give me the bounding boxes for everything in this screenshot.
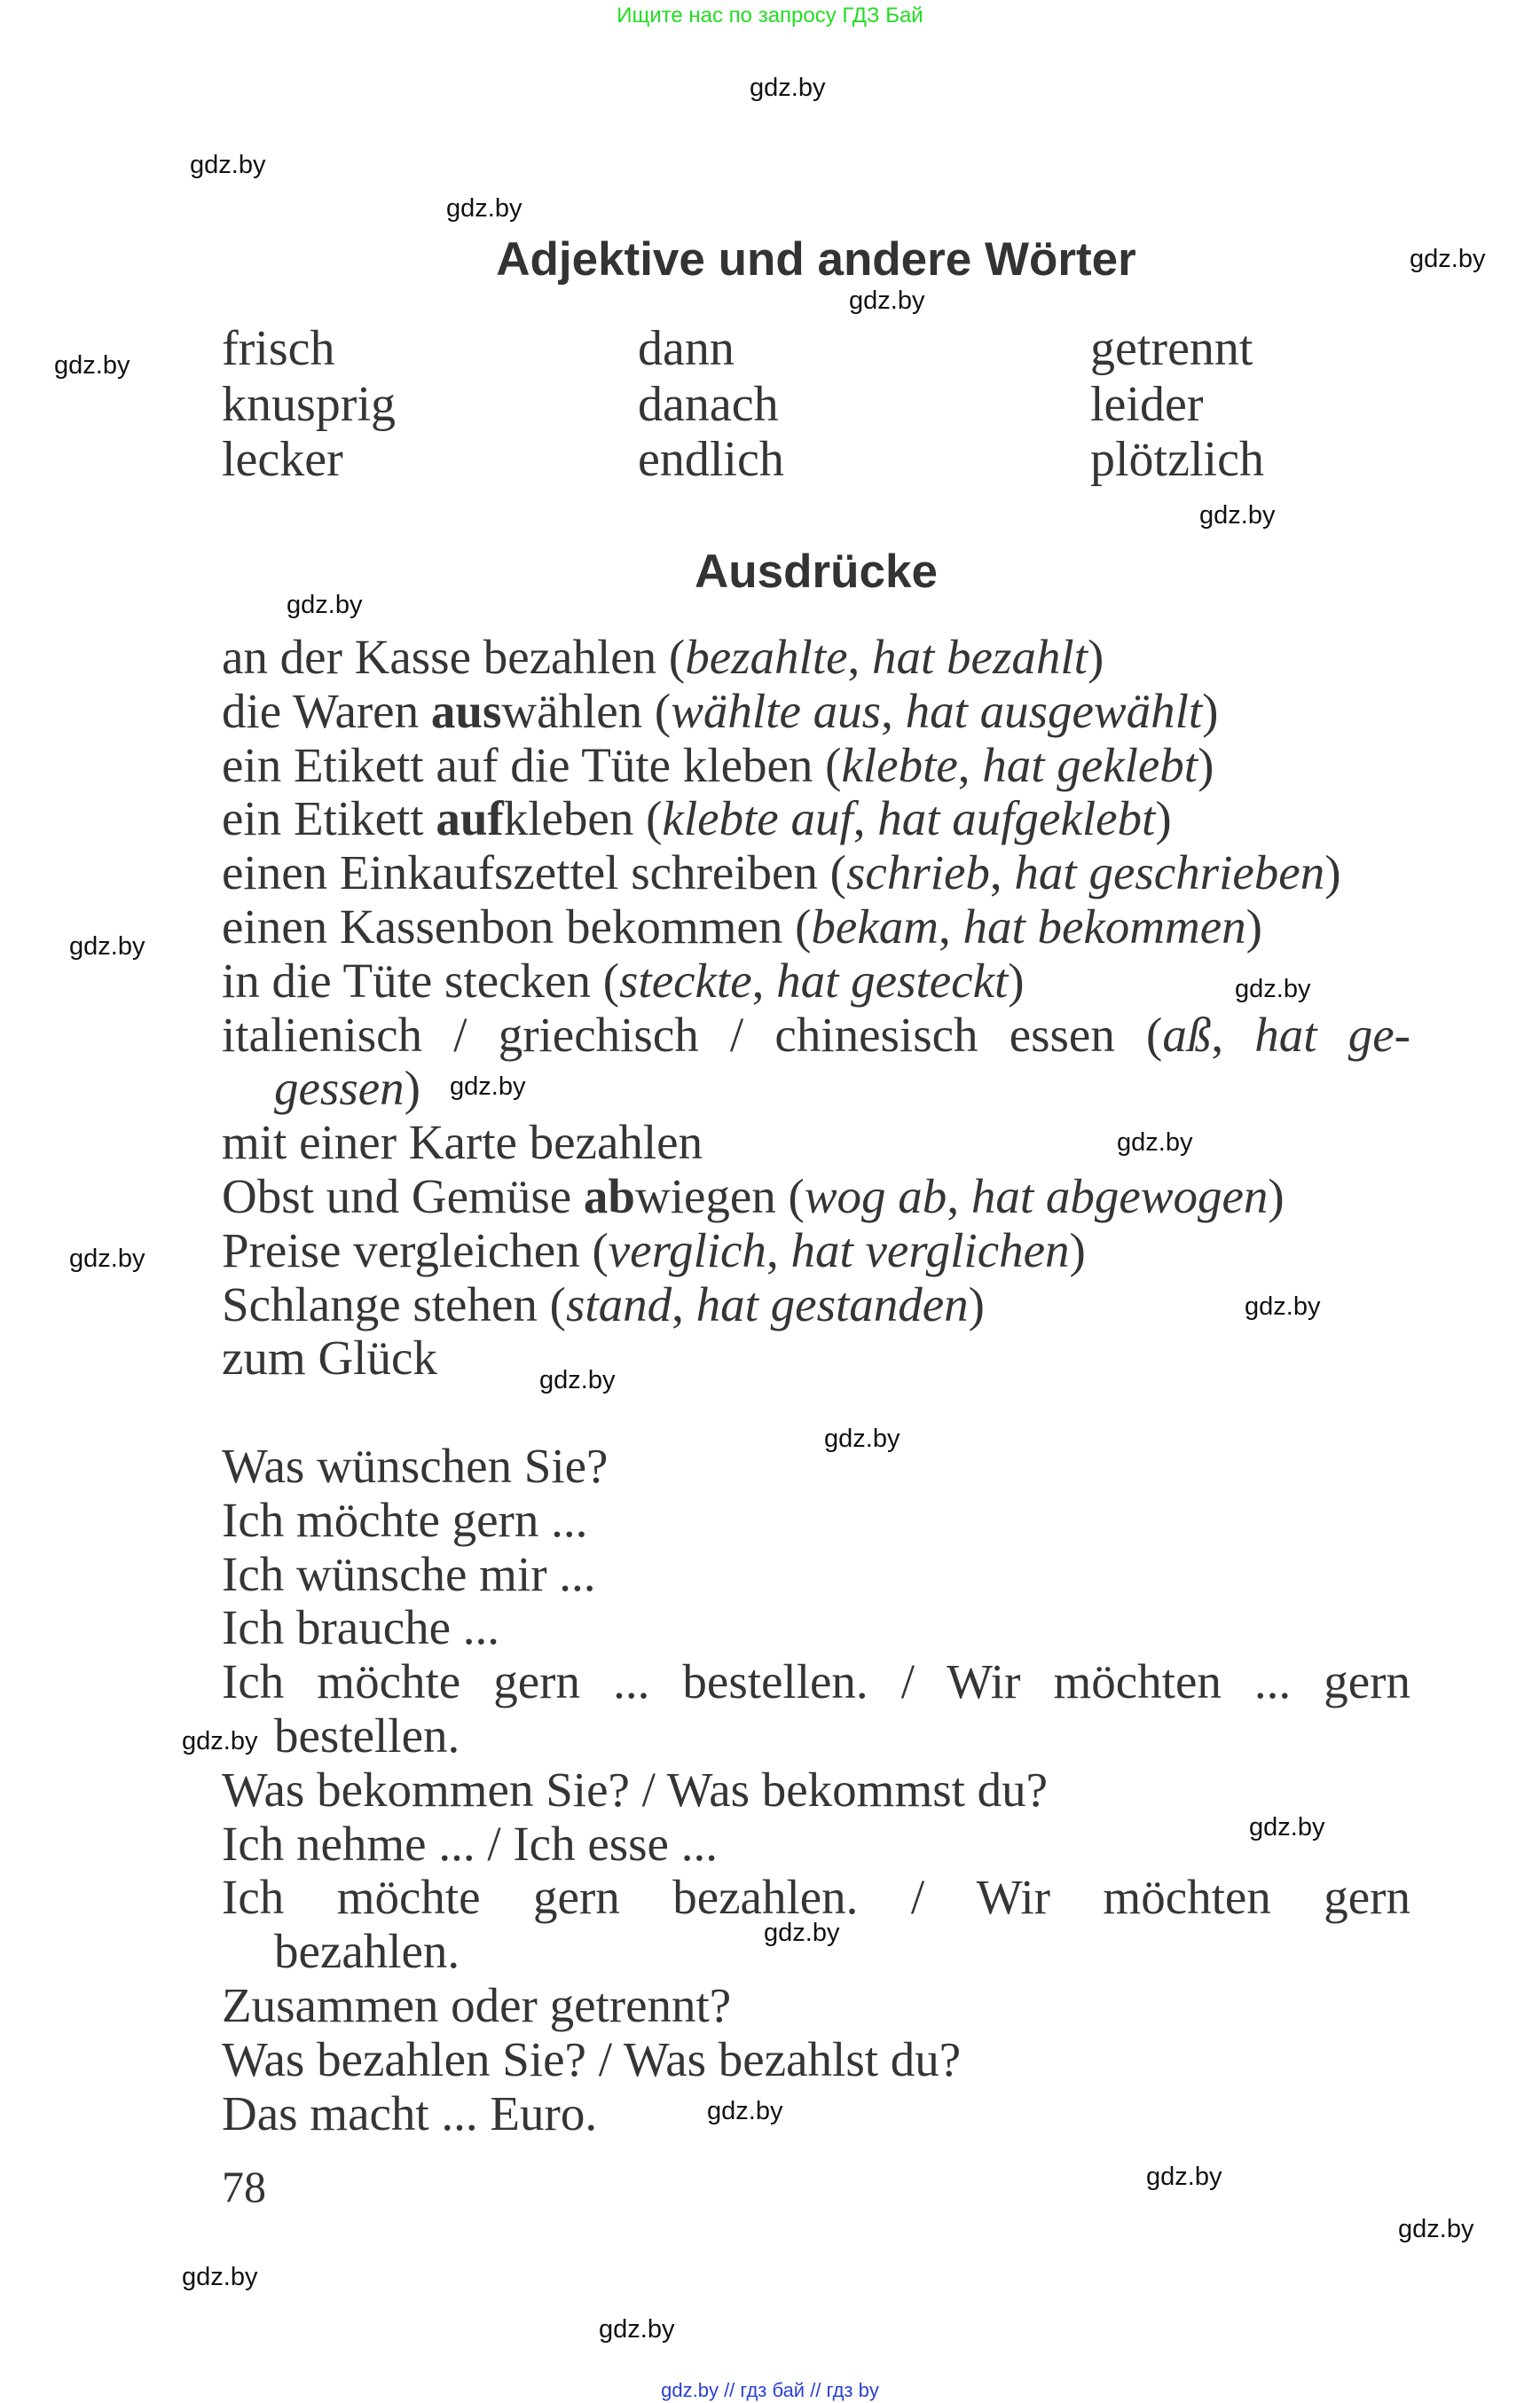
expression-line — [222, 900, 1410, 954]
word-item: lecker — [222, 432, 343, 487]
expression-line — [222, 846, 1410, 900]
watermark: gdz.by — [69, 1245, 145, 1273]
verb-form: schrieb — [846, 845, 990, 900]
watermark: gdz.by — [1117, 1128, 1193, 1157]
text-segment: ) — [404, 1061, 420, 1116]
watermark: gdz.by — [1235, 975, 1311, 1003]
expression-list — [222, 631, 1410, 2140]
verb-form: hat geklebt — [982, 737, 1198, 792]
expression-line — [222, 1979, 1410, 2033]
verb-form: hat gestanden — [695, 1276, 969, 1331]
watermark: gdz.by — [446, 194, 522, 223]
expression-line — [222, 2087, 1410, 2141]
watermark: gdz.by — [287, 591, 363, 619]
watermark: gdz.by — [54, 351, 130, 380]
watermark: gdz.by — [1410, 245, 1486, 273]
expression-line — [222, 1116, 1410, 1170]
verb-form: verglich — [608, 1222, 766, 1277]
text-segment: Ich nehme ... / Ich esse ... — [222, 1816, 718, 1871]
text-segment: ein Etikett — [222, 791, 436, 846]
verb-form: hat bezahlt — [872, 630, 1088, 684]
expression-line — [222, 2033, 1410, 2087]
blank-line — [222, 1386, 1410, 1440]
verb-form: gessen — [274, 1061, 405, 1116]
text-segment: ) — [1155, 791, 1172, 846]
text-segment: , — [852, 791, 878, 846]
watermark: gdz.by — [764, 1919, 840, 1947]
expression-line — [222, 685, 1410, 739]
word-item: danach — [638, 377, 779, 432]
watermark: gdz.by — [539, 1366, 616, 1394]
expression-line — [222, 1763, 1410, 1818]
word-item: leider — [1090, 377, 1204, 432]
watermark: gdz.by — [1146, 2163, 1222, 2191]
watermark: gdz.by — [69, 932, 145, 961]
word-item: dann — [638, 321, 735, 376]
text-segment: Was wünschen Sie? — [222, 1438, 609, 1493]
word-item: plötzlich — [1090, 432, 1264, 487]
text-segment: ) — [1087, 630, 1104, 684]
word-item: knusprig — [222, 377, 396, 432]
expression-line — [222, 1062, 1410, 1116]
text-segment: an der Kasse bezahlen ( — [222, 630, 686, 684]
page-number: 78 — [222, 2162, 266, 2211]
text-segment: italienisch / griechisch / chinesisch essen ( — [222, 1007, 1163, 1062]
text-segment: , — [766, 1222, 791, 1277]
text-segment: , — [1211, 1007, 1255, 1062]
bold-prefix: auf — [436, 791, 504, 846]
verb-form: wog ab — [804, 1168, 947, 1223]
text-segment: Was bekommen Sie? / Was bekommst du? — [222, 1762, 1049, 1817]
expression-line — [222, 1440, 1410, 1494]
section-subtitle: Ausdrücke — [695, 546, 938, 598]
text-segment: die Waren — [222, 683, 431, 738]
footer-links: gdz.by // гдз бай // гдз by — [661, 2379, 879, 2401]
text-segment: , — [938, 899, 963, 954]
verb-form: hat ge- — [1254, 1007, 1410, 1062]
text-segment: , — [847, 630, 873, 684]
verb-form: hat ausgewählt — [905, 683, 1203, 738]
expression-line — [222, 1170, 1410, 1224]
text-segment: , — [751, 953, 777, 1008]
verb-form: klebte — [841, 737, 958, 792]
expression-line — [222, 1224, 1410, 1278]
expression-line — [222, 1925, 1410, 1979]
text-segment: , — [957, 737, 983, 792]
expression-line — [222, 792, 1410, 846]
verb-form: stand — [565, 1276, 672, 1331]
watermark: gdz.by — [599, 2315, 675, 2344]
verb-form: hat geschrieben — [1014, 845, 1325, 900]
verb-form: hat verglichen — [790, 1222, 1070, 1277]
watermark: gdz.by — [450, 1072, 526, 1101]
verb-form: bekam — [811, 899, 939, 954]
watermark: gdz.by — [1245, 1292, 1321, 1321]
expression-line — [222, 1494, 1410, 1548]
text-segment: ) — [1069, 1222, 1086, 1277]
expression-line — [222, 631, 1410, 685]
expression-line — [222, 1818, 1410, 1872]
bold-prefix: aus — [430, 683, 502, 738]
text-segment: Was bezahlen Sie? / Was bezahlst du? — [222, 2031, 962, 2086]
text-segment: einen Einkaufszettel schreiben ( — [222, 845, 846, 900]
expression-line — [222, 1655, 1410, 1709]
text-segment: Zusammen oder getrennt? — [222, 1977, 732, 2032]
text-segment: bezahlen. — [274, 1924, 460, 1979]
text-segment: wiegen ( — [634, 1168, 805, 1223]
expression-line — [222, 1601, 1410, 1655]
text-segment: ) — [1202, 683, 1219, 738]
text-segment: , — [672, 1276, 696, 1331]
text-segment: Schlange stehen ( — [222, 1276, 566, 1331]
text-segment: Obst und Gemüse — [222, 1168, 584, 1223]
expression-line — [222, 1331, 1410, 1386]
text-segment: einen Kassenbon bekommen ( — [222, 899, 812, 954]
text-segment: ) — [1008, 953, 1025, 1008]
verb-form: klebte auf — [662, 791, 853, 846]
text-segment: Ich brauche ... — [222, 1600, 500, 1655]
verb-form: hat gesteckt — [776, 953, 1009, 1008]
expression-line — [222, 1548, 1410, 1602]
search-hint-banner: Ищите нас по запросу ГДЗ Бай — [617, 4, 923, 27]
text-segment: wählen ( — [501, 683, 672, 738]
text-segment: ein Etikett auf die Tüte kleben ( — [222, 737, 842, 792]
text-segment: ) — [1324, 845, 1341, 900]
verb-form: aß — [1162, 1007, 1212, 1062]
text-segment: kleben ( — [503, 791, 663, 846]
watermark: gdz.by — [824, 1425, 900, 1453]
verb-form: hat bekommen — [962, 899, 1246, 954]
expression-line — [222, 739, 1410, 793]
watermark: gdz.by — [707, 2097, 783, 2125]
expression-line — [222, 1278, 1410, 1332]
watermark: gdz.by — [750, 74, 826, 102]
text-segment: ) — [1198, 737, 1214, 792]
verb-form: hat abgewogen — [970, 1168, 1269, 1223]
text-segment: ) — [968, 1276, 985, 1331]
text-segment: , — [989, 845, 1015, 900]
expression-line — [222, 954, 1410, 1009]
text-segment: Preise vergleichen ( — [222, 1222, 609, 1277]
bold-prefix: ab — [583, 1168, 635, 1223]
word-item: frisch — [222, 321, 335, 376]
section-title: Adjektive und andere Wörter — [496, 233, 1136, 286]
watermark: gdz.by — [1199, 501, 1276, 530]
expression-line — [222, 1709, 1410, 1763]
verb-form: steckte — [619, 953, 752, 1008]
text-segment: , — [881, 683, 906, 738]
text-segment: Ich möchte gern bezahlen. / Wir möchten gern — [222, 1870, 1410, 1925]
watermark: gdz.by — [182, 1727, 258, 1755]
word-item: getrennt — [1090, 321, 1253, 376]
text-segment: Das macht ... Euro. — [222, 2085, 598, 2140]
text-segment: in die Tüte stecken ( — [222, 953, 620, 1008]
text-segment: Ich möchte gern ... bestellen. / Wir möchten ... gern — [222, 1654, 1410, 1709]
text-segment: mit einer Karte bezahlen — [222, 1115, 703, 1170]
text-segment: ) — [1268, 1168, 1285, 1223]
expression-line — [222, 1009, 1410, 1063]
text-segment: Ich wünsche mir ... — [222, 1546, 596, 1601]
verb-form: bezahlte — [685, 630, 848, 684]
text-segment: zum Glück — [222, 1331, 437, 1386]
verb-form: wählte aus — [671, 683, 882, 738]
watermark: gdz.by — [182, 2263, 258, 2291]
text-segment: , — [947, 1168, 971, 1223]
watermark: gdz.by — [1398, 2215, 1474, 2243]
verb-form: hat aufgeklebt — [877, 791, 1156, 846]
expression-line — [222, 1871, 1410, 1925]
word-item: endlich — [638, 432, 784, 487]
watermark: gdz.by — [849, 287, 925, 315]
watermark: gdz.by — [190, 151, 266, 179]
watermark: gdz.by — [1249, 1813, 1325, 1842]
text-segment: Ich möchte gern ... — [222, 1492, 588, 1547]
text-segment: ) — [1245, 899, 1262, 954]
text-segment: bestellen. — [274, 1708, 460, 1763]
